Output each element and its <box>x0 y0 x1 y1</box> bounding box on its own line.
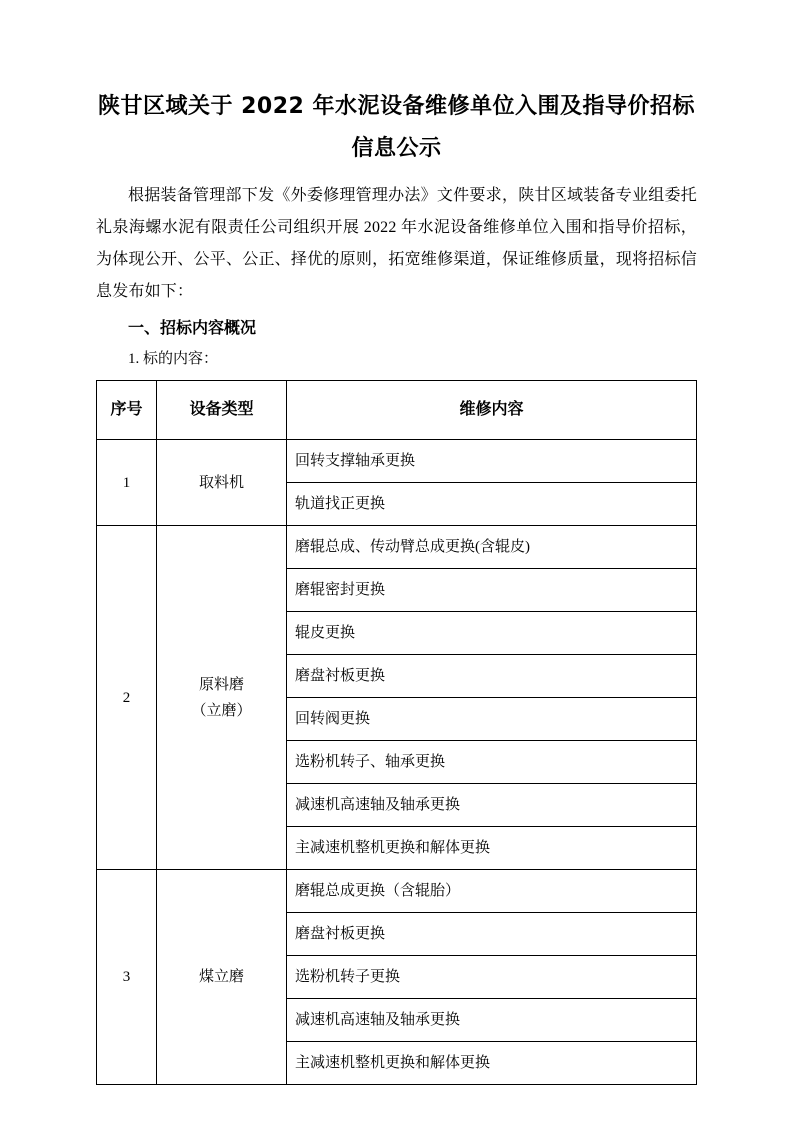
cell-type-line: 取料机 <box>198 474 244 491</box>
table-row <box>97 440 697 483</box>
cell-no: 2 <box>97 526 157 870</box>
bid-content-table <box>96 380 697 1085</box>
cell-content: 磨辊总成更换（含辊胎） <box>287 870 697 913</box>
cell-type <box>157 870 287 1085</box>
cell-content: 减速机高速轴及轴承更换 <box>287 999 697 1042</box>
table-row <box>97 870 697 913</box>
cell-type-line: 原料磨 <box>198 676 244 693</box>
table-row <box>97 526 697 569</box>
cell-no: 1 <box>97 440 157 526</box>
cell-content: 主减速机整机更换和解体更换 <box>287 827 697 870</box>
cell-content: 减速机高速轴及轴承更换 <box>287 784 697 827</box>
table-header-row <box>97 381 697 440</box>
page-title <box>96 86 697 170</box>
cell-content: 选粉机转子、轴承更换 <box>287 741 697 784</box>
cell-content: 回转支撑轴承更换 <box>287 440 697 483</box>
table-header-type: 设备类型 <box>157 381 287 440</box>
cell-type-line: 煤立磨 <box>198 969 244 985</box>
intro-paragraph: 根据装备管理部下发《外委修理管理办法》文件要求，陕甘区域装备专业组委托礼泉海螺水泥有限责任公司组织开展 2022 年水泥设备维修单位入围和指导价招标，为体现公开、公平、公正、择优的原则，拓宽维修渠道，保证维修质量，现将招标信息发布如下： <box>96 187 697 300</box>
table-header-content: 维修内容 <box>287 381 697 440</box>
cell-no: 3 <box>97 870 157 1085</box>
cell-content: 轨道找正更换 <box>287 483 697 526</box>
section-heading-1: 一、招标内容概况 <box>128 318 257 337</box>
page-title-line-1: 陕甘区域关于 2022 年水泥设备维修单位入围及指导价招标 <box>97 94 696 119</box>
cell-content: 辊皮更换 <box>287 612 697 655</box>
cell-type <box>157 526 287 870</box>
page-title-line-2: 信息公示 <box>351 136 442 161</box>
cell-content: 磨辊总成、传动臂总成更换(含辊皮) <box>287 526 697 569</box>
sub-item-1: 1. 标的内容： <box>128 351 219 367</box>
cell-content: 磨盘衬板更换 <box>287 655 697 698</box>
cell-type-line: （立磨） <box>191 702 252 719</box>
cell-type <box>157 440 287 526</box>
table-header-no: 序号 <box>97 381 157 440</box>
cell-content: 磨辊密封更换 <box>287 569 697 612</box>
cell-content: 磨盘衬板更换 <box>287 913 697 956</box>
cell-content: 选粉机转子更换 <box>287 956 697 999</box>
cell-content: 主减速机整机更换和解体更换 <box>287 1042 697 1085</box>
cell-content: 回转阀更换 <box>287 698 697 741</box>
